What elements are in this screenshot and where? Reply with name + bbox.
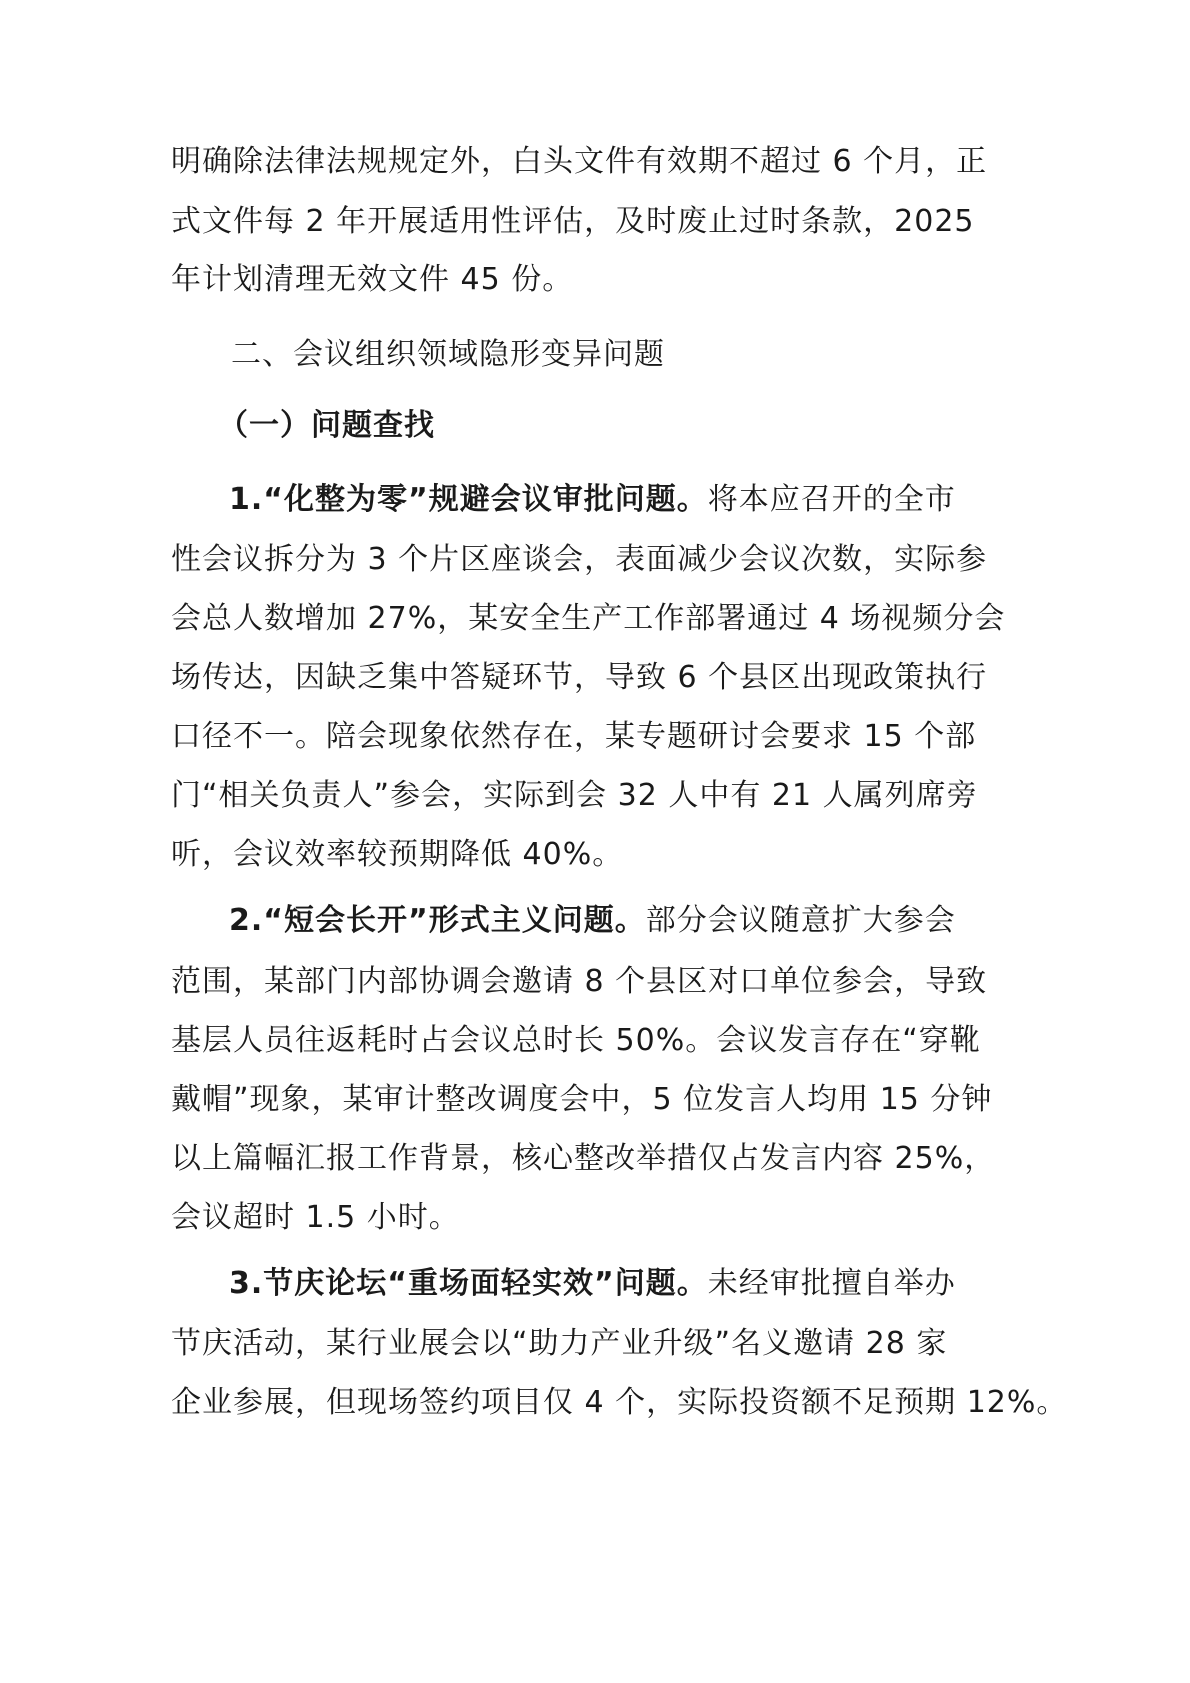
item2-line-2: 范围，某部门内部协调会邀请 8 个县区对口单位参会，导致 bbox=[171, 964, 988, 999]
item3-line-3: 企业参展，但现场签约项目仅 4 个，实际投资额不足预期 12%。 bbox=[171, 1385, 1068, 1420]
item1-line-2: 性会议拆分为 3 个片区座谈会，表面减少会议次数，实际参 bbox=[171, 542, 988, 577]
item3-first-line bbox=[229, 1264, 956, 1304]
item2-line-4: 戴帽”现象，某审计整改调度会中，5 位发言人均用 15 分钟 bbox=[171, 1082, 993, 1117]
item2-line-5: 以上篇幅汇报工作背景，核心整改举措仅占发言内容 25%， bbox=[171, 1141, 996, 1176]
item2-line-3: 基层人员往返耗时占会议总时长 50%。会议发言存在“穿靴 bbox=[171, 1023, 981, 1058]
item1-line-7: 听，会议效率较预期降低 40%。 bbox=[171, 837, 624, 872]
item3-line-1: 未经审批擅自举办 bbox=[707, 1266, 956, 1301]
item1-first-line bbox=[229, 480, 956, 520]
item1-line-6: 门“相关负责人”参会，实际到会 32 人中有 21 人属列席旁 bbox=[171, 778, 978, 813]
intro-line-2: 式文件每 2 年开展适用性评估，及时废止过时条款，2025 bbox=[171, 204, 975, 239]
item2-title: 2.“短会长开”形式主义问题。 bbox=[229, 903, 646, 938]
item1-title: 1.“化整为零”规避会议审批问题。 bbox=[229, 482, 708, 517]
item1-line-3: 会总人数增加 27%，某安全生产工作部署通过 4 场视频分会 bbox=[171, 601, 1006, 636]
item3-line-2: 节庆活动，某行业展会以“助力产业升级”名义邀请 28 家 bbox=[171, 1326, 948, 1361]
item2-line-6: 会议超时 1.5 小时。 bbox=[171, 1200, 460, 1235]
item1-line-5: 口径不一。陪会现象依然存在，某专题研讨会要求 15 个部 bbox=[171, 719, 977, 754]
intro-line-3: 年计划清理无效文件 45 份。 bbox=[171, 262, 574, 297]
item1-line-4: 场传达，因缺乏集中答疑环节，导致 6 个县区出现政策执行 bbox=[171, 660, 988, 695]
item3-title: 3.节庆论坛“重场面轻实效”问题。 bbox=[229, 1266, 708, 1301]
intro-line-1: 明确除法律法规规定外，白头文件有效期不超过 6 个月，正 bbox=[171, 144, 988, 179]
section-heading: 二、会议组织领域隐形变异问题 bbox=[231, 337, 665, 372]
item1-line-1: 将本应召开的全市 bbox=[707, 482, 956, 517]
item2-first-line bbox=[229, 901, 956, 941]
item2-line-1: 部分会议随意扩大参会 bbox=[645, 903, 956, 938]
subsection-heading: （一）问题查找 bbox=[218, 408, 435, 443]
